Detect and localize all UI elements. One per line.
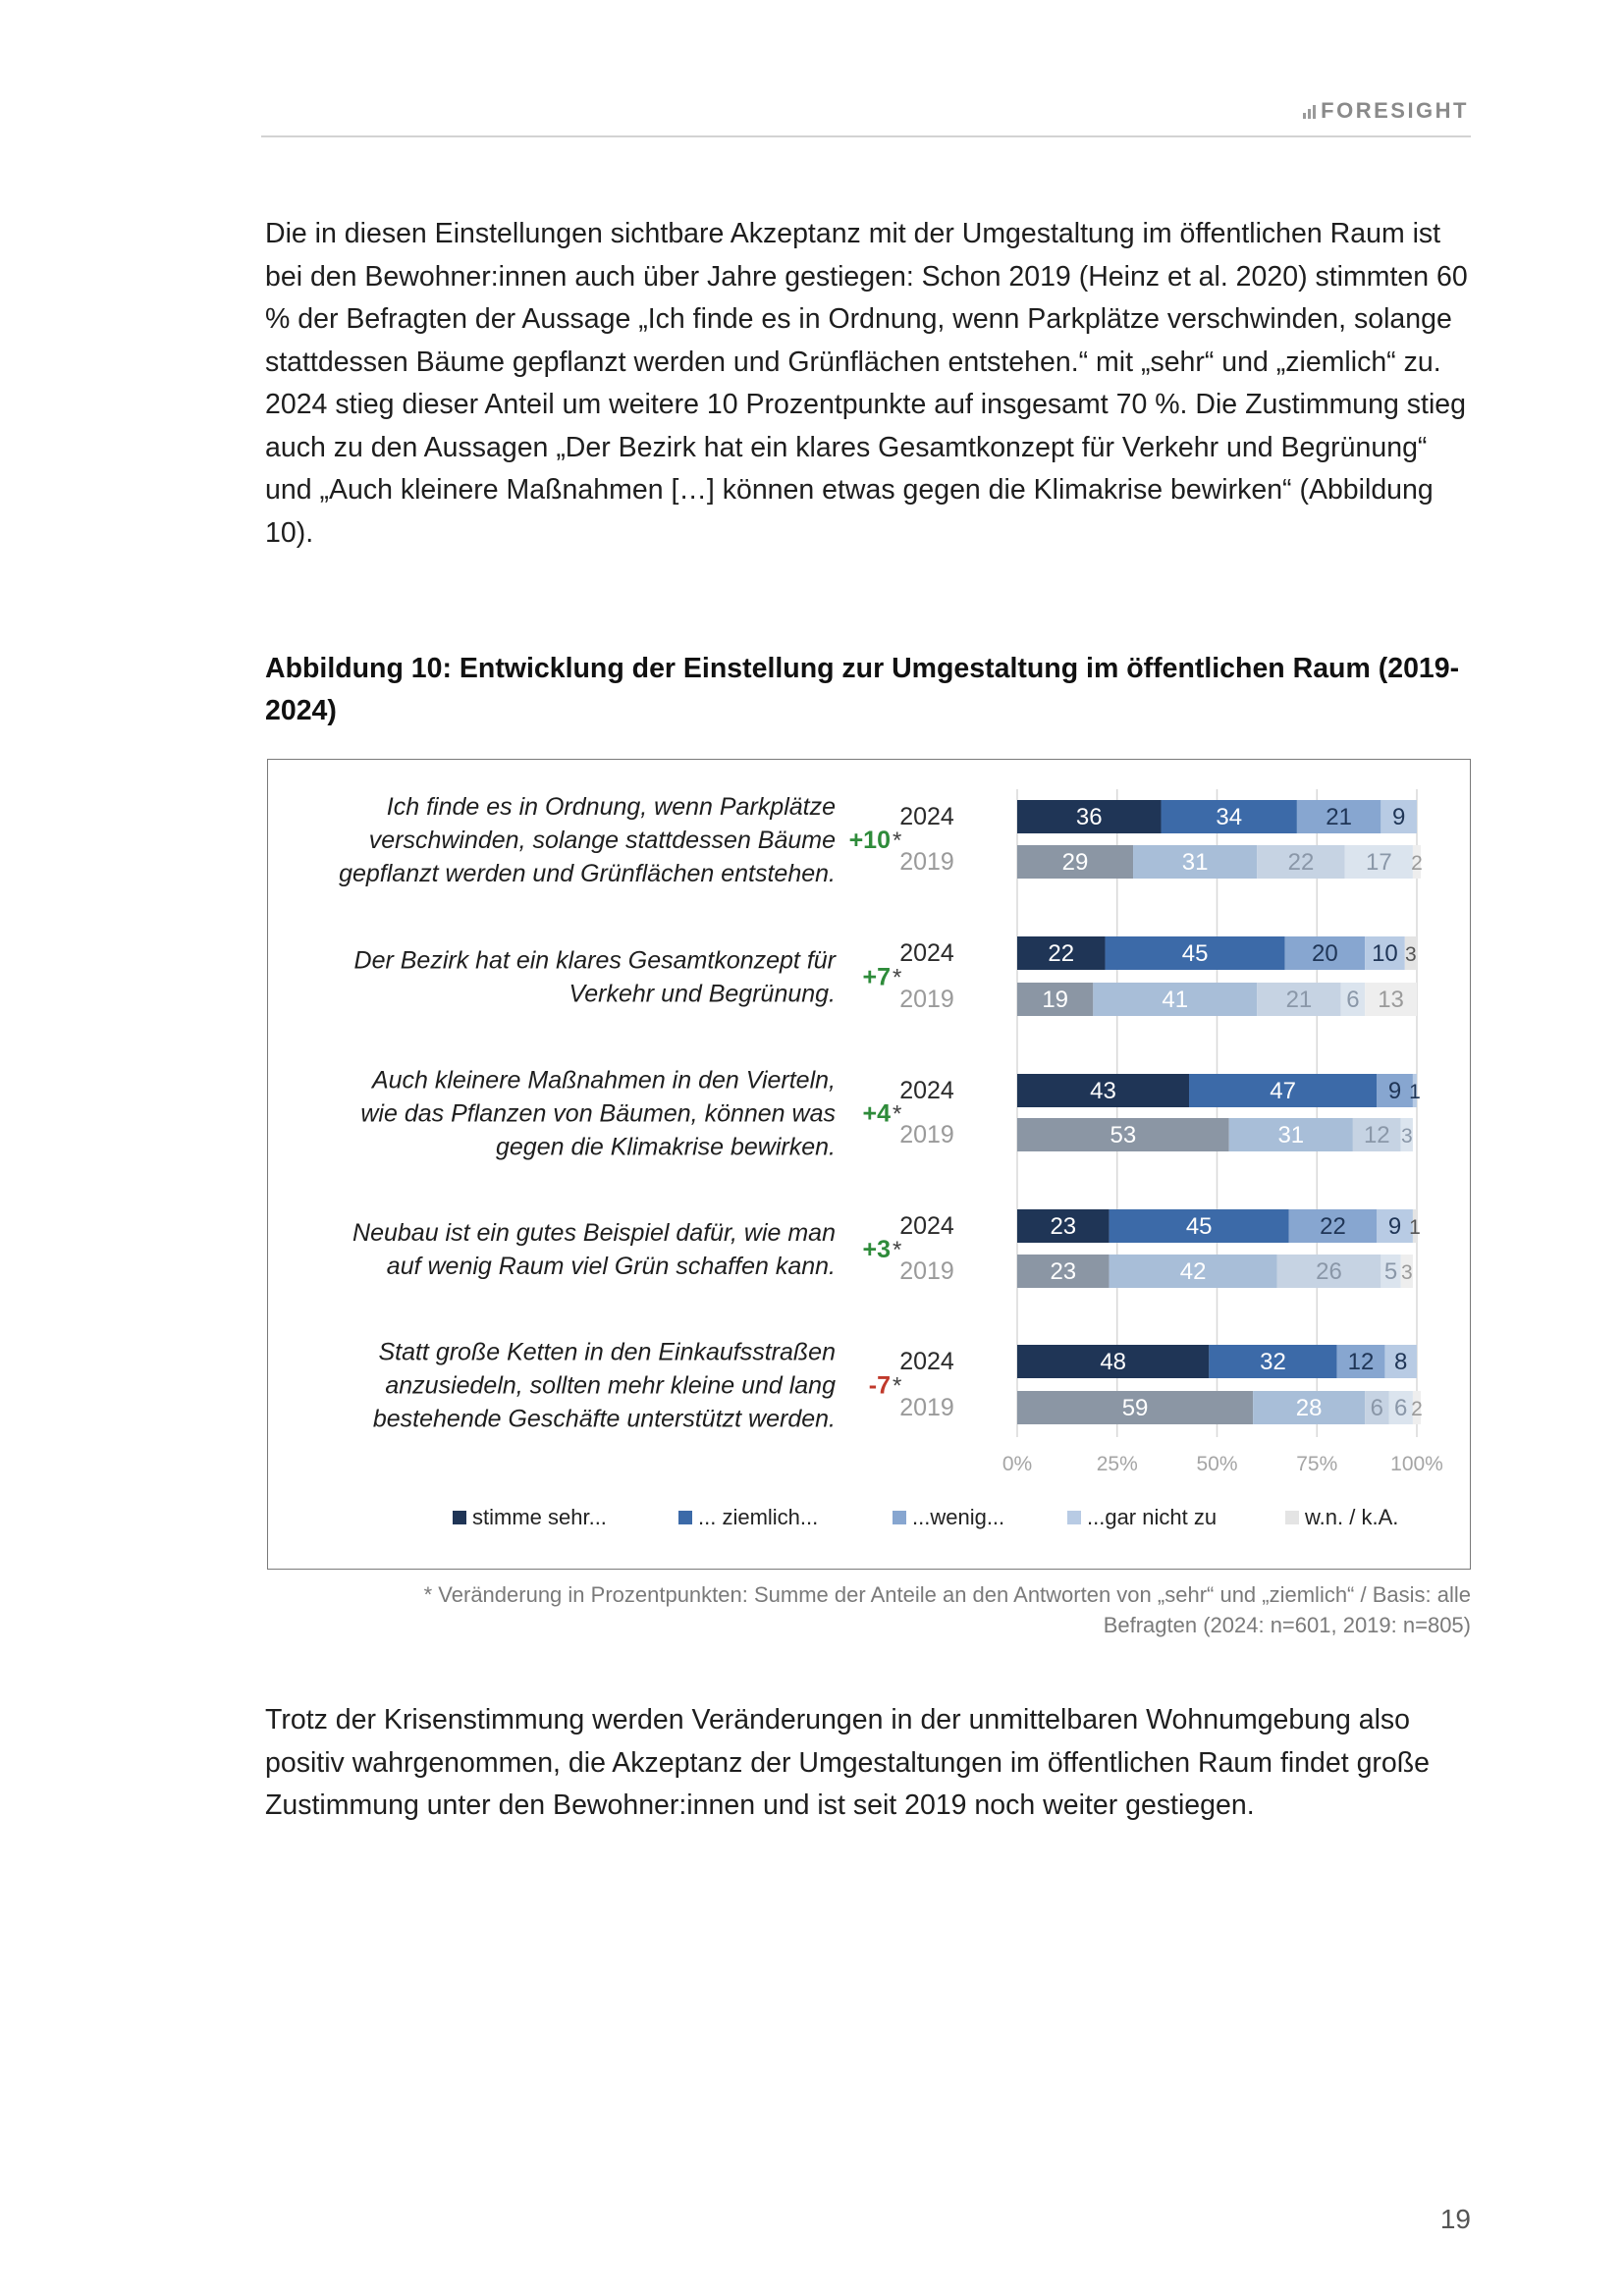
bar-value-label: 41 (1162, 987, 1189, 1013)
statement-text: bestehende Geschäfte unterstützt werden. (372, 1405, 836, 1433)
bar-value-label: 12 (1363, 1122, 1390, 1148)
change-label: +10 (848, 827, 891, 854)
bar-value-label: 13 (1378, 987, 1404, 1013)
change-asterisk: * (893, 1100, 902, 1128)
bar-value-label: 31 (1277, 1122, 1305, 1148)
x-tick-label: 100% (1390, 1453, 1443, 1475)
year-label: 2024 (899, 803, 954, 830)
header-logo (1303, 98, 1469, 124)
bar-value-label: 22 (1320, 1213, 1346, 1240)
bar-value-label: 48 (1100, 1349, 1127, 1375)
statement-text: anzusiedeln, sollten mehr kleine und lang (385, 1371, 836, 1400)
change-asterisk: * (893, 828, 902, 854)
bar-value-label: 6 (1346, 987, 1360, 1013)
bar-value-label: 9 (1387, 1078, 1402, 1104)
bar-value-label: 1 (1409, 1216, 1421, 1239)
bar-value-label: 59 (1121, 1395, 1149, 1421)
bar-value-label: 23 (1050, 1258, 1077, 1285)
bar-value-label: 2 (1411, 852, 1423, 875)
statement-text: Neubau ist ein gutes Beispiel dafür, wie man (352, 1219, 836, 1247)
stacked-bar-chart (268, 760, 1472, 1571)
bar-value-label: 28 (1295, 1395, 1323, 1421)
bar-value-label: 19 (1042, 987, 1069, 1013)
body-paragraph-1: Die in diesen Einstellungen sichtbare Akzeptanz mit der Umgestaltung im öffentlichen Raum ist bei den Bewohner:innen auch über Jahre gestiegen: Schon 2019 (Heinz et al. 2020) stimmten 60 % der Befragten der Aussage „Ich finde es in Ordnung, wenn Parkplätze verschwinden, solange stattdessen Bäume gepflanzt werden und Grünflächen entstehen.“ mit „sehr“ und „ziemlich“ zu. 2024 stieg dieser Anteil um weitere 10 Prozentpunkte auf insgesamt 70 %. Die Zustimmung stieg auch zu den Aussagen „Der Bezirk hat ein klares Gesamtkonzept für Verkehr und Begrünung“ und „Auch kleinere Maßnahmen […] können etwas gegen die Klimakrise bewirken“ (Abbildung 10). (265, 218, 1468, 549)
bar-value-label: 9 (1392, 804, 1406, 830)
bar-value-label: 45 (1185, 1213, 1213, 1240)
year-label: 2024 (899, 1212, 954, 1240)
bar-value-label: 12 (1347, 1349, 1375, 1375)
bar-value-label: 8 (1394, 1349, 1408, 1375)
change-label: +4 (862, 1099, 891, 1128)
bar-value-label: 22 (1048, 940, 1075, 967)
bar-value-label: 1 (1409, 1081, 1421, 1103)
bar-value-label: 34 (1216, 804, 1243, 830)
legend-swatch (678, 1511, 692, 1524)
figure-footnote (253, 1579, 1471, 1640)
year-label: 2019 (899, 848, 954, 876)
brand-name: FORESIGHT (1321, 98, 1469, 123)
year-label: 2024 (899, 939, 954, 967)
legend-label: ... ziemlich... (698, 1505, 819, 1529)
year-label: 2019 (899, 1257, 954, 1285)
bar-value-label: 6 (1394, 1395, 1408, 1421)
change-label: -7 (868, 1371, 891, 1400)
year-label: 2019 (899, 1394, 954, 1421)
x-tick-label: 50% (1196, 1453, 1238, 1475)
statement-text: Verkehr und Begrünung. (568, 980, 836, 1008)
statement-text: verschwinden, solange stattdessen Bäume (368, 827, 836, 854)
legend-swatch (1285, 1511, 1299, 1524)
statement-text: Statt große Ketten in den Einkaufsstraßen (378, 1338, 836, 1366)
statement-text: Ich finde es in Ordnung, wenn Parkplätze (386, 793, 836, 821)
statement-text: gepflanzt werden und Grünflächen entstehen. (339, 860, 836, 887)
year-label: 2019 (899, 986, 954, 1013)
bar-value-label: 21 (1326, 804, 1352, 830)
bar-value-label: 17 (1365, 849, 1392, 876)
bar-value-label: 29 (1061, 849, 1089, 876)
bar-value-label: 2 (1411, 1398, 1423, 1420)
x-tick-label: 0% (1001, 1453, 1033, 1475)
legend-swatch (453, 1511, 466, 1524)
bar-value-label: 21 (1285, 987, 1313, 1013)
footnote-line-2: Befragten (2024: n=601, 2019: n=805) (1103, 1613, 1471, 1637)
change-label: +3 (862, 1236, 891, 1263)
bar-value-label: 10 (1372, 940, 1398, 967)
change-asterisk: * (893, 1237, 902, 1263)
bar-value-label: 3 (1400, 1261, 1413, 1284)
legend-label: ...wenig... (912, 1505, 1005, 1529)
bar-value-label: 45 (1181, 940, 1209, 967)
bar-value-label: 42 (1179, 1258, 1207, 1285)
bar-value-label: 6 (1370, 1395, 1383, 1421)
statement-text: Auch kleinere Maßnahmen in den Vierteln, (371, 1066, 836, 1095)
body-paragraph-2: Trotz der Krisenstimmung werden Veränderungen in der unmittelbaren Wohnumgebung also positiv wahrgenommen, die Akzeptanz der Umgestaltungen im öffentlichen Raum findet große Zustimmung unter den Bewohner:innen und ist seit 2019 noch weiter gestiegen. (265, 1704, 1431, 1821)
bar-value-label: 32 (1260, 1349, 1286, 1375)
year-label: 2024 (899, 1348, 954, 1375)
bar-value-label: 47 (1270, 1078, 1297, 1104)
brand-bars-icon (1303, 103, 1316, 119)
statement-text: gegen die Klimakrise bewirken. (495, 1133, 836, 1161)
bar-value-label: 9 (1387, 1213, 1402, 1240)
year-label: 2024 (899, 1077, 954, 1104)
legend-label: w.n. / k.A. (1305, 1505, 1399, 1529)
bar-value-label: 53 (1110, 1122, 1137, 1148)
bar-value-label: 43 (1090, 1078, 1116, 1104)
statement-text: auf wenig Raum viel Grün schaffen kann. (386, 1253, 836, 1280)
bar-value-label: 23 (1050, 1213, 1077, 1240)
legend-label: ...gar nicht zu (1087, 1505, 1218, 1529)
footnote-line-1: * Veränderung in Prozentpunkten: Summe der Anteile an den Antworten von „sehr“ und „ziemlich“ / Basis: alle (423, 1582, 1471, 1607)
change-asterisk: * (893, 1372, 902, 1400)
legend-label: stimme sehr... (472, 1505, 607, 1529)
bar-value-label: 3 (1405, 943, 1417, 966)
legend-swatch (893, 1511, 906, 1524)
header-divider (261, 135, 1471, 137)
bar-value-label: 31 (1181, 849, 1209, 876)
statement-text: Der Bezirk hat ein klares Gesamtkonzept für (353, 946, 836, 975)
chart-frame (267, 759, 1471, 1570)
page-number: 19 (1439, 2204, 1471, 2234)
x-tick-label: 25% (1096, 1453, 1138, 1475)
bar-value-label: 3 (1400, 1125, 1413, 1148)
bar-value-label: 22 (1287, 849, 1315, 876)
statement-text: wie das Pflanzen von Bäumen, können was (360, 1099, 836, 1128)
year-label: 2019 (899, 1121, 954, 1148)
change-asterisk: * (893, 964, 902, 991)
bar-value-label: 5 (1383, 1258, 1398, 1285)
legend-swatch (1067, 1511, 1081, 1524)
change-label: +7 (862, 963, 891, 991)
x-tick-label: 75% (1296, 1453, 1338, 1475)
bar-value-label: 20 (1312, 940, 1338, 967)
figure-caption: Abbildung 10: Entwicklung der Einstellung zur Umgestaltung im öffentlichen Raum (2019-2024) (265, 653, 1460, 726)
bar-value-label: 26 (1316, 1258, 1342, 1285)
bar-value-label: 36 (1075, 804, 1103, 830)
